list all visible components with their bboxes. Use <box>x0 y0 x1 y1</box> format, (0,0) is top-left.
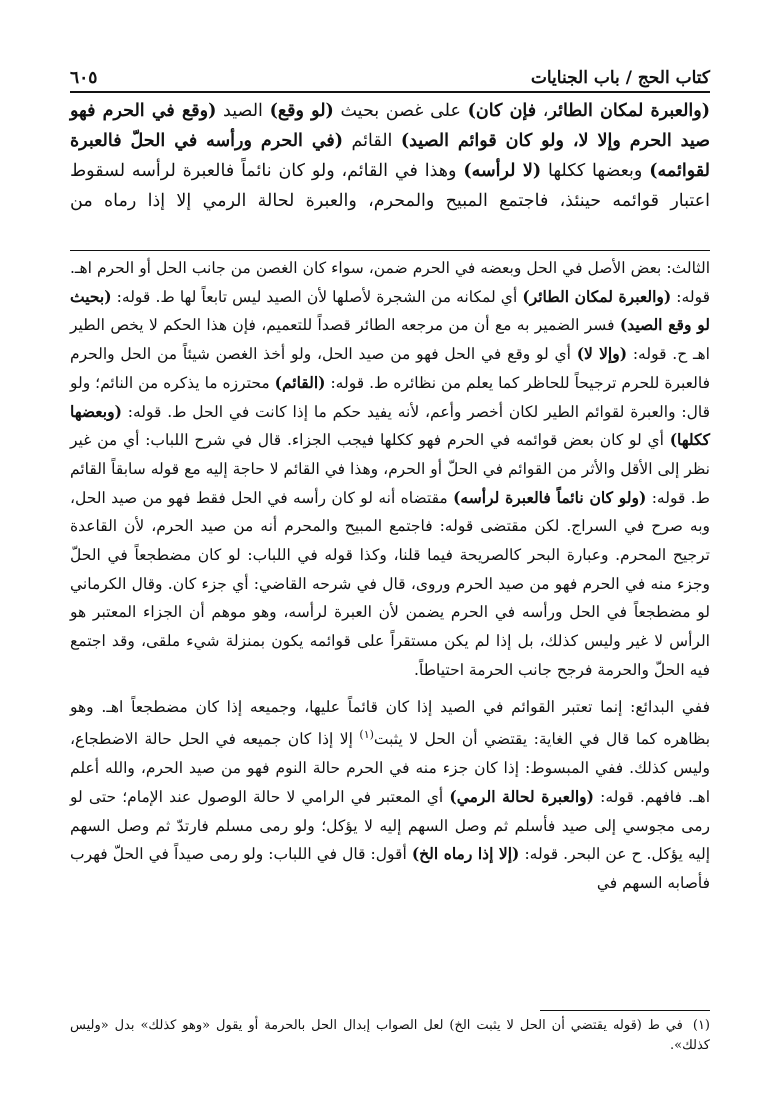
footnote-separator <box>540 1010 710 1011</box>
commentary-lemma: (وبعضها ككلها) <box>70 401 710 450</box>
matn-bold-segment: (لا لرأسه) <box>463 161 542 181</box>
commentary-lemma: (بحيث لو وقع الصيد) <box>70 286 710 335</box>
commentary-lemma: (إلا إذا رماه الخ) <box>411 844 520 864</box>
matn-segment: القائم <box>343 131 401 151</box>
commentary-segment: أقول: قال في اللباب: ولو رمى صيداً في الحلّ فهرب فأصابه السهم في <box>70 845 710 892</box>
page-header <box>70 58 710 88</box>
page-number: ٦٠٥ <box>70 68 98 88</box>
commentary-segment: الثالث: بعض الأصل في الحل وبعضه في الحرم ضمن، سواء كان الغصن من جانب الحل أو الحرم اهـ. قوله: <box>70 259 710 306</box>
footnote-number: (١) <box>692 1018 710 1033</box>
main-text-separator <box>70 250 710 251</box>
commentary-segment: محترزه ما يذكره من النائم؛ ولو قال: والعبرة لقوائم الطير لكان أخصر وأعم، لأنه يفيد حكم ما إذا كانت في الحل ط. قوله: <box>70 373 710 421</box>
commentary-lemma: (والعبرة لمكان الطائر) <box>522 286 672 306</box>
matn-bold-segment: فإن كان) <box>467 101 537 121</box>
commentary-segment: ففي البدائع: إنما تعتبر القوائم في الصيد إذا كان قائماً عليها، وجميعه إذا كان مضطجعاً اهـ. وهو بظاهره كما قال في الغاية: يقتضي أن الحل لا يثبت <box>70 697 711 749</box>
commentary-segment: أي لمكانه من الشجرة لأصلها لأن الصيد ليس تابعاً لها ط. قوله: <box>111 287 523 306</box>
header-rule <box>70 91 710 93</box>
commentary-paragraph <box>70 693 710 898</box>
footnote-marker[interactable]: (١) <box>359 728 374 742</box>
matn-segment: وهذا في القائم، ولو كان نائماً فالعبرة لرأسه لسقوط اعتبار قوائمه حينئذ، فاجتمع المبيح والمحرم، والعبرة لحالة الرمي إلا إذا رماه من <box>70 161 710 211</box>
commentary-segment: فسر الضمير به مع أن من مرجعه الطائر قصداً للتعميم، فإن هذا الحكم لا يخص الطير اهـ ح. قوله: <box>70 316 710 364</box>
footnote-text: في ط (قوله يقتضي أن الحل لا يثبت الخ) لعل الصواب إبدال الحل بالحرمة أو يقول «وهو كذلك» بدل «وليس كذلك». <box>70 1018 710 1053</box>
footnotes <box>70 1016 710 1056</box>
matn-segment: ، <box>542 101 549 121</box>
commentary-lemma: (وإلا لا) <box>576 344 628 364</box>
commentary-lemma: (القائم) <box>274 372 326 392</box>
commentary-segment: أي لو وقع في الحل فهو من صيد الحل، ولو أخذ الغصن شيئاً من الحل والحرم فالعبرة للحرم ترجيحاً للحاظر كما يعلم من نظائره ط. قوله: <box>70 345 711 392</box>
commentary <box>70 254 710 898</box>
matn-segment: الصيد <box>216 101 270 121</box>
matn-bold-segment: (في الحرم ورأسه في الحلّ فالعبرة لقوائمه) <box>70 131 710 181</box>
commentary-segment: أي لو كان بعض قوائمه في الحرم فهو ككلها فيجب الجزاء. قال في شرح اللباب: أي من غير نظر إلى الأقل والأثر من القوائم في الحلّ أو الحرم، وهذا في القائم لا حاجة إليه مع قوله سابقاً القائم ط. قوله: <box>70 431 710 507</box>
commentary-lemma: (ولو كان نائماً فالعبرة لرأسه) <box>453 487 647 507</box>
running-title: كتاب الحج / باب الجنايات <box>530 68 710 88</box>
matn-segment: على غصن بحيث <box>333 101 468 121</box>
matn-bold-segment: (وقع في الحرم فهو صيد الحرم وإلا لا، ولو كان قوائم الصيد) <box>70 101 710 151</box>
matn-bold-segment: (لو وقع) <box>269 101 334 121</box>
commentary-segment: أي المعتبر في الرامي لا حالة الوصول عند الإمام؛ حتى لو رمى مجوسي إلى صيد فأسلم ثم وصل السهم إليه لا يؤكل؛ ولو رمى مسلم فارتدّ ثم وصل السهم إليه يؤكل. ح عن البحر. قوله: <box>70 787 710 864</box>
footnote <box>70 1016 710 1056</box>
matn-segment: وبعضها ككلها <box>541 161 650 181</box>
matn-bold-segment: (والعبرة لمكان الطائر <box>548 101 711 121</box>
commentary-lemma: (والعبرة لحالة الرمي) <box>449 786 594 806</box>
commentary-segment: مقتضاه أنه لو كان رأسه في الحل فقط فهو من صيد الحل، وبه صرح في السراج. لكن مقتضى قوله: فاجتمع المبيح والمحرم أنه من صيد الحرم، لأن القاعدة ترجيح المحرم. وعبارة البحر كالصريحة فيما قلنا، وكذا قوله في اللباب: لو كان مضطجعاً في الحلّ وجزء منه في الحرم فهو من صيد الحرم وروى، قال في شرحه القاضي: أي جزء كان. وقال الكرماني لو مضطجعاً في الحل ورأسه في الحرم يضمن لأن العبرة لرأسه، وهو موهم أن الجزاء المعتبر هو الرأس لا غير وليس كذلك، بل إذا لم يكن مستقراً على قوائمه يكون بمنزلة شيء ملقى، وقد اجتمع فيه الحلّ والحرمة فرجح جانب الحرمة احتياطاً. <box>70 488 710 679</box>
commentary-paragraph <box>70 254 710 685</box>
commentary-segment: إلا إذا كان جميعه في الحل حالة الاضطجاع، وليس كذلك. ففي المبسوط: إذا كان جزء منه في الحرم حالة النوم فهو من صيد الحرم، والله أعلم اهـ. فافهم. قوله: <box>70 730 710 806</box>
main-text <box>70 96 710 216</box>
